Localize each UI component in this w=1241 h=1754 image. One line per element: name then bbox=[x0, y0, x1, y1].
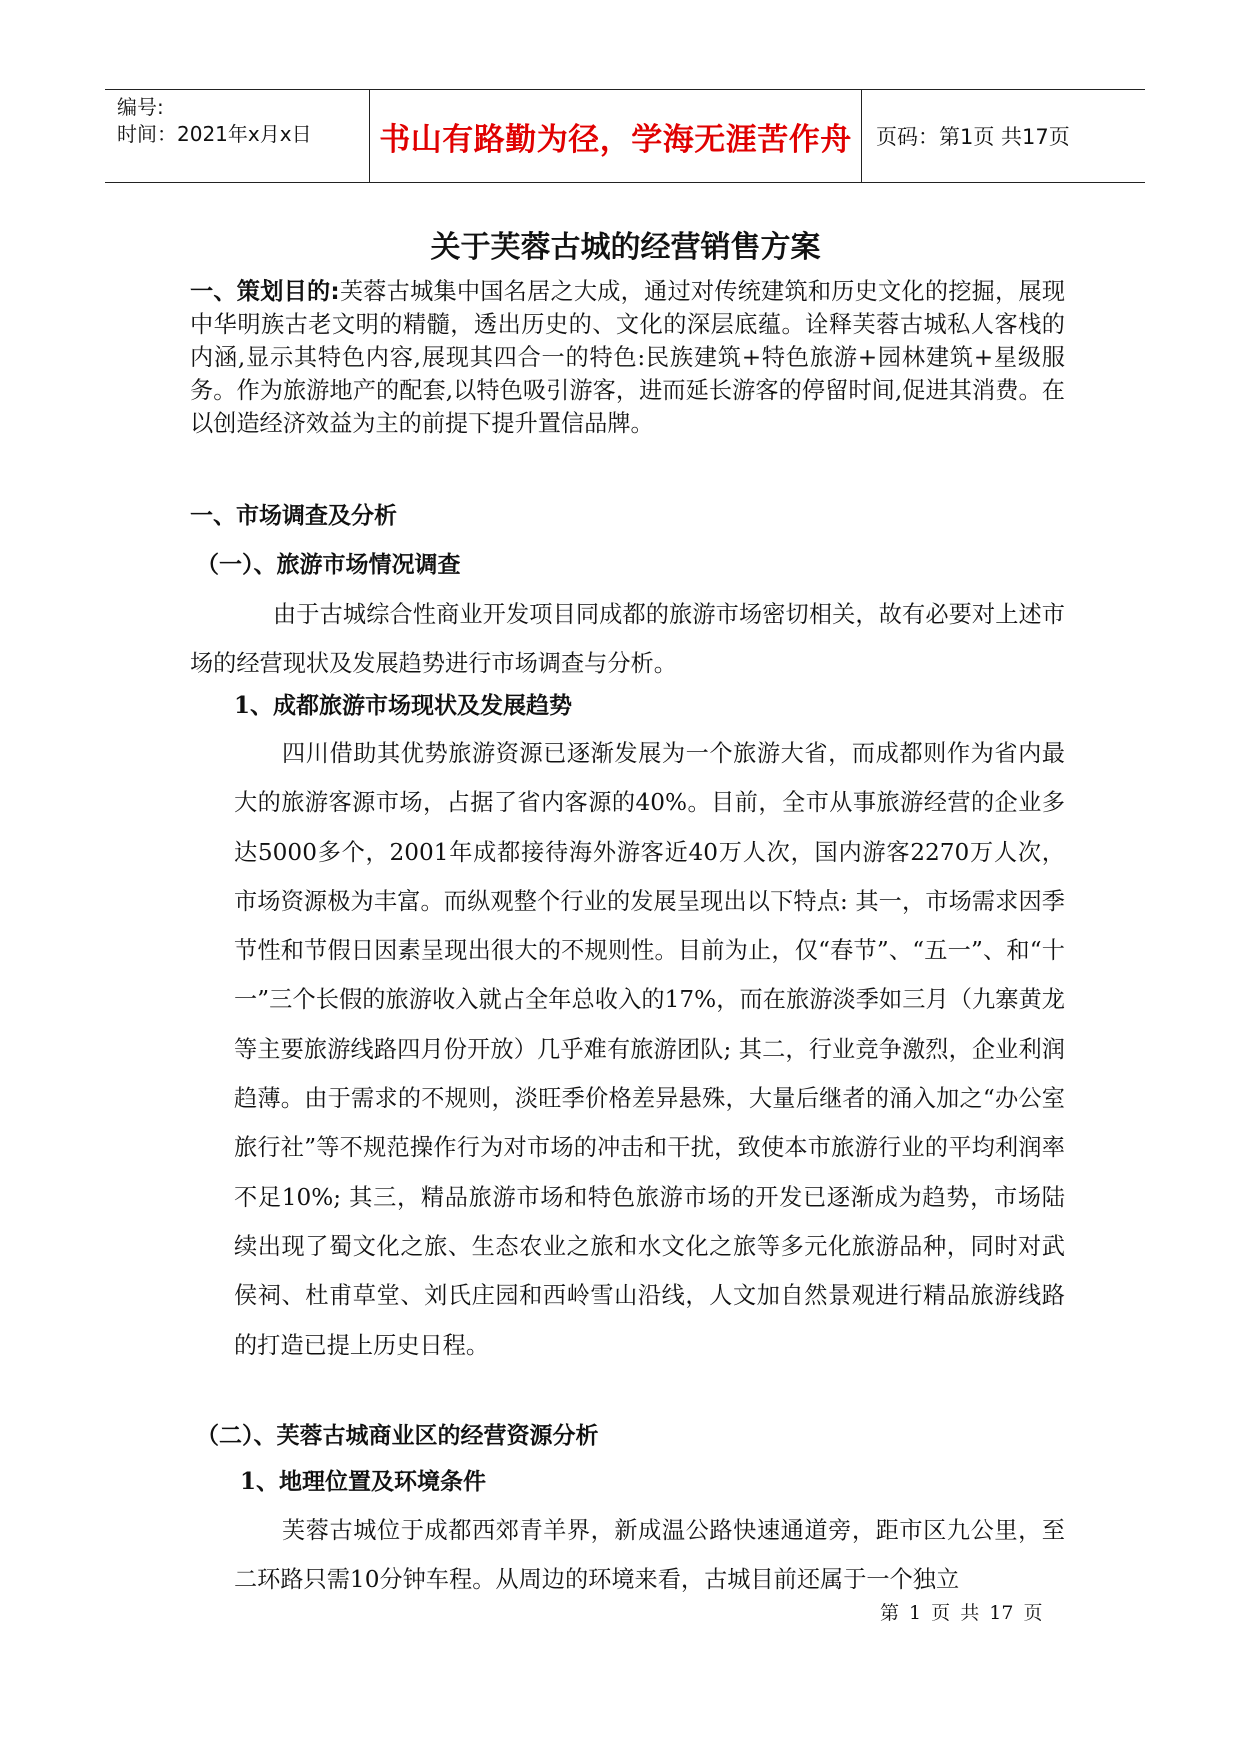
item-heading-chengdu-market: 1、成都旅游市场现状及发展趋势 bbox=[234, 692, 573, 719]
purpose-paragraph bbox=[190, 275, 1065, 440]
subsection-intro-paragraph: 由于古城综合性商业开发项目同成都的旅游市场密切相关，故有必要对上述市场的经营现状及发展趋势进行市场调查与分析。 bbox=[190, 601, 1065, 677]
document-title: 关于芙蓉古城的经营销售方案 bbox=[430, 230, 821, 265]
subsection-heading-business-resources: （二）、芙蓉古城商业区的经营资源分析 bbox=[196, 1422, 599, 1449]
purpose-text: 芙蓉古城集中国名居之大成，通过对传统建筑和历史文化的挖掘，展现中华明族古老文明的精髓，透出历史的、文化的深层底蕴。诠释芙蓉古城私人客栈的内涵,显示其特色内容,展现其四合一的特色:民族建筑+特色旅游+园林建筑+星级服务。作为旅游地产的配套,以特色吸引游客，进而延长游客的停留时间,促进其消费。在以创造经济效益为主的前提下提升置信品牌。 bbox=[190, 278, 1066, 437]
subsection-heading-tourism-market: （一）、旅游市场情况调查 bbox=[196, 551, 461, 578]
location-paragraph: 芙蓉古城位于成都西郊青羊界，新成温公路快速通道旁，距市区九公里，至二环路只需10分钟车程。从周边的环境来看，古城目前还属于一个独立 bbox=[234, 1517, 1065, 1593]
section-heading: 一、市场调查及分析 bbox=[190, 503, 397, 529]
page-footer: 第 1 页 共 17 页 bbox=[880, 1602, 1043, 1624]
document-time: 时间：2021年x月x日 bbox=[117, 122, 312, 146]
header-motto: 书山有路勤为径，学海无涯苦作舟 bbox=[370, 90, 862, 182]
document-header bbox=[105, 89, 1145, 183]
document-number-label: 编号: bbox=[117, 95, 164, 119]
purpose-lead: 一、策划目的: bbox=[190, 278, 340, 305]
header-meta bbox=[105, 90, 370, 182]
item-heading-location: 1、地理位置及环境条件 bbox=[240, 1468, 487, 1495]
header-page-info: 页码：第1页 共17页 bbox=[876, 125, 1070, 149]
chengdu-market-paragraph: 四川借助其优势旅游资源已逐渐发展为一个旅游大省，而成都则作为省内最大的旅游客源市场，占据了省内客源的40%。目前，全市从事旅游经营的企业多达5000多个，2001年成都接待海外游客近40万人次，国内游客2270万人次，市场资源极为丰富。而纵观整个行业的发展呈现出以下特点: 其一，市场需求因季节性和节假日因素呈现出很大的不规则性。目前为止，仅“春节”、“五一”、和“十一”三个长假的旅游收入就占全年总收入的17%，而在旅游淡季如三月（九寨黄龙等主要旅游线路四月份开放）几乎难有旅游团队; 其二，行业竞争激烈，企业利润趋薄。由于需求的不规则，淡旺季价格差异悬殊，大量后继者的涌入加之“办公室旅行社”等不规范操作行为对市场的冲击和干扰，致使本市旅游行业的平均利润率不足10%; 其三，精品旅游市场和特色旅游市场的开发已逐渐成为趋势，市场陆续出现了蜀文化之旅、生态农业之旅和水文化之旅等多元化旅游品种，同时对武侯祠、杜甫草堂、刘氏庄园和西岭雪山沿线，人文加自然景观进行精品旅游线路的打造已提上历史日程。 bbox=[234, 740, 1065, 1359]
